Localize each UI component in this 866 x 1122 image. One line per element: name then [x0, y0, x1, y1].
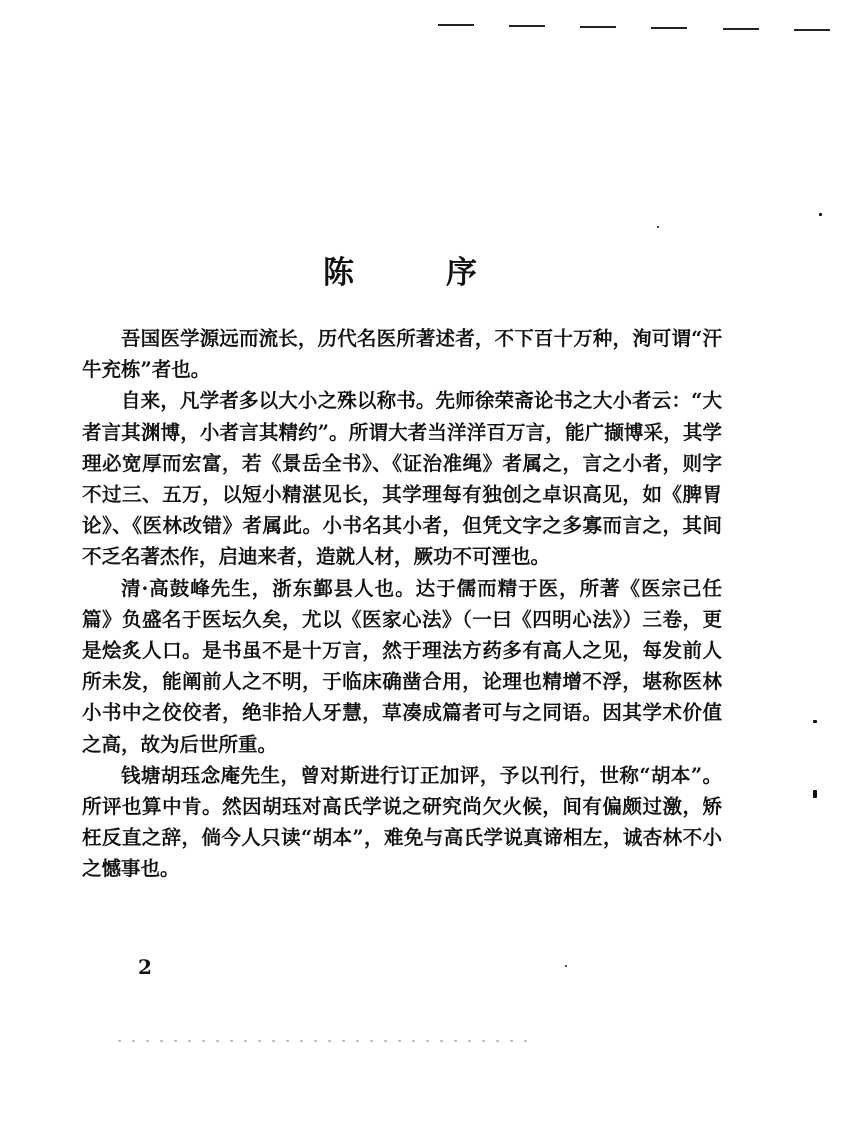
scan-speck [819, 213, 822, 216]
scan-speck [813, 790, 817, 798]
page-number: 2 [138, 955, 152, 979]
scan-speck [565, 965, 567, 967]
header-rule [509, 25, 545, 27]
title-char-2: 序 [446, 254, 477, 291]
preface-body [82, 323, 722, 885]
paragraph: 吾国医学源远而流长，历代名医所著述者，不下百十万种，洵可谓“汗牛充栋”者也。 [82, 327, 722, 382]
header-rule [723, 28, 759, 30]
header-rule [580, 26, 616, 28]
header-decorative-rules [438, 24, 838, 28]
scan-speck [813, 720, 817, 723]
header-rule [438, 24, 474, 26]
scan-speck [657, 226, 659, 228]
paragraph: 钱塘胡珏念庵先生，曾对斯进行订正加评，予以刊行，世称“胡本”。所评也算中肯。然因胡珏对高氏学说之研究尚欠火候，间有偏颇过激，矫枉反直之辞，倘今人只读“胡本”，难免与高氏学说真谛相左，诚杏林不小之憾事也。 [82, 763, 722, 881]
page-title [0, 247, 800, 292]
title-char-1: 陈 [323, 254, 354, 291]
header-rule [794, 29, 830, 31]
header-rule [651, 27, 687, 29]
scan-footer-noise [118, 1040, 538, 1042]
paragraph: 自来，凡学者多以大小之殊以称书。先师徐荣斋论书之大小者云：“大者言其渊博，小者言其精约”。所谓大者当洋洋百万言，能广撷博采，其学理必宽厚而宏富，若《景岳全书》、《证治准绳》者属之，言之小者，则字不过三、五万，以短小精湛见长，其学理每有独创之卓识高见，如《脾胃论》、《医林改错》者属此。小书名其小者，但凭文字之多寡而言之，其间不乏名著杰作，启迪来者，造就人材，厥功不可湮也。 [82, 389, 722, 569]
paragraph: 清·高鼓峰先生，浙东鄞县人也。达于儒而精于医，所著《医宗己任篇》负盛名于医坛久矣，尤以《医家心法》（一曰《四明心法》）三卷，更是烩炙人口。是书虽不是十万言，然于理法方药多有高人之见，每发前人所未发，能阐前人之不明，于临床确凿合用，论理也精增不浮，堪称医林小书中之佼佼者，绝非拾人牙慧，草凑成篇者可与之同语。因其学术价值之高，故为后世所重。 [82, 576, 722, 756]
